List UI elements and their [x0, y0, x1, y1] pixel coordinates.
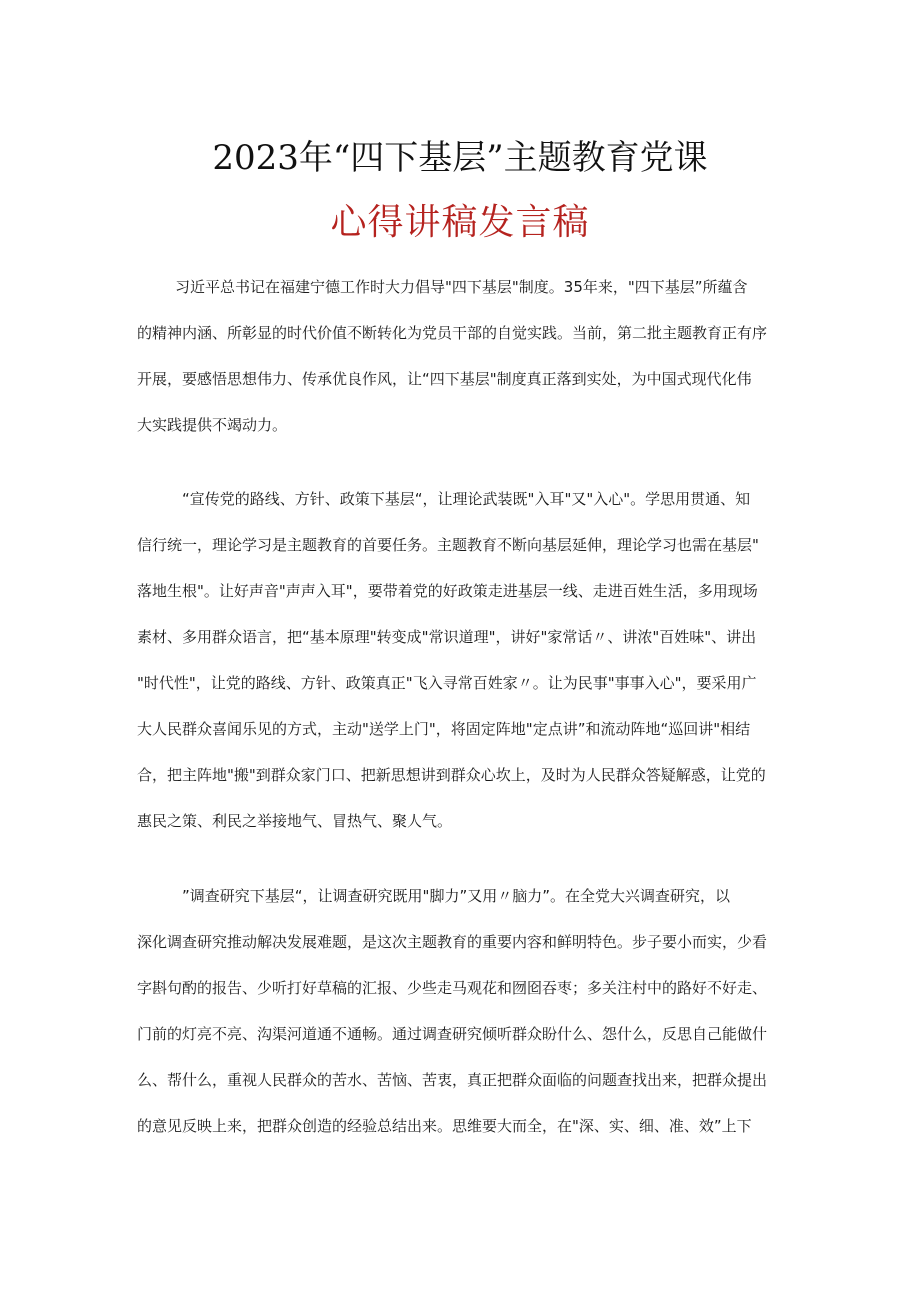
document-title: 2023年“四下基层”主题教育党课: [212, 138, 708, 178]
paragraph-2-line-8: 惠民之策、利民之举接地气、冒热气、聚人气。: [137, 812, 453, 830]
paragraph-1-line-1: 习近平总书记在福建宁德工作时大力倡导"四下基层"制度。35年来，"四下基层”所蕴含: [175, 278, 748, 296]
paragraph-3-line-5: 么、帮什么，重视人民群众的苦水、苦恼、苦衷，真正把群众面临的问题查找出来，把群众提出: [137, 1071, 768, 1089]
paragraph-2-line-7: 合，把主阵地"搬"到群众家门口、把新思想讲到群众心坎上，及时为人民群众答疑解惑，让党的: [137, 766, 766, 784]
paragraph-1-line-2: 的精神内涵、所彰显的时代价值不断转化为党员干部的自觉实践。当前，第二批主题教育正有序: [137, 324, 768, 342]
paragraph-3-line-4: 门前的灯亮不亮、沟渠河道通不通畅。通过调查研究倾听群众盼什么、怨什么，反思自己能做什: [137, 1025, 768, 1043]
paragraph-3-line-2: 深化调查研究推动解决发展难题，是这次主题教育的重要内容和鲜明特色。步子要小而实，少看: [137, 933, 768, 951]
paragraph-1-line-3: 开展，要感悟思想伟力、传承优良作风，让“四下基层"制度真正落到实处，为中国式现代化伟: [137, 370, 752, 388]
paragraph-3-line-6: 的意见反映上来，把群众创造的经验总结出来。思维要大而全，在"深、实、细、准、效”上下: [137, 1117, 752, 1135]
paragraph-3-line-1: ”调查研究下基层“，让调查研究既用"脚力”又用〃脑力”。在全党大兴调查研究，以: [182, 887, 730, 905]
paragraph-2-line-6: 大人民群众喜闻乐见的方式，主动"送学上门"，将固定阵地"定点讲”和流动阵地“巡回讲"相结: [137, 720, 751, 738]
paragraph-3-line-3: 字斟句酌的报告、少听打好草稿的汇报、少些走马观花和囫囵吞枣；多关注村中的路好不好走、: [137, 979, 768, 997]
paragraph-2-line-2: 信行统一，理论学习是主题教育的首要任务。主题教育不断向基层延伸，理论学习也需在基层": [137, 536, 759, 554]
paragraph-2-line-4: 素材、多用群众语言，把“基本原理"转变成"常识道理"，讲好"家常话〃、讲浓"百姓味"、讲出: [137, 628, 757, 646]
paragraph-2-line-3: 落地生根"。让好声音"声声入耳"，要带着党的好政策走进基层一线、走进百姓生活，多用现场: [137, 582, 758, 600]
paragraph-2-line-1: “宣传党的路线、方针、政策下基层“，让理论武装既"入耳"又"入心"。学思用贯通、知: [182, 490, 751, 508]
document-subtitle: 心得讲稿发言稿: [330, 202, 590, 243]
paragraph-1-line-4: 大实践提供不竭动力。: [137, 416, 288, 434]
paragraph-2-line-5: "时代性"，让党的路线、方针、政策真正"飞入寻常百姓家〃。让为民事"事事入心"，要采用广: [137, 674, 757, 692]
